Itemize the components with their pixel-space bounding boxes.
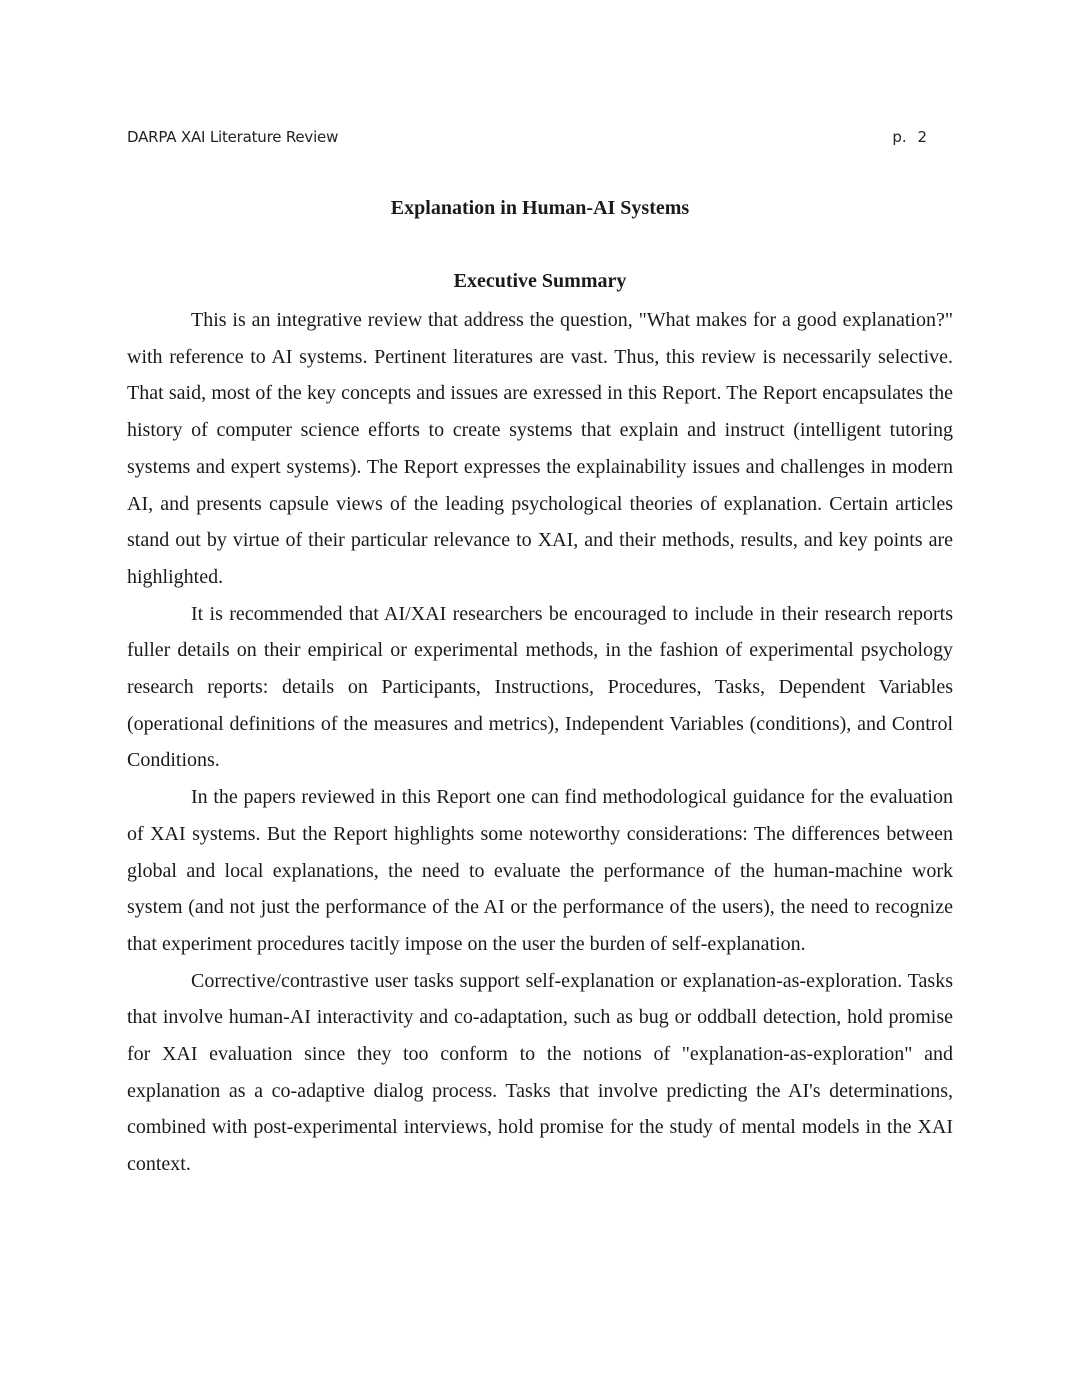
- paragraph: This is an integrative review that address the question, "What makes for a good explanation?" with reference to AI systems. Pertinent literatures are vast. Thus, this review is necessarily selective. That said, most of the key concepts and issues are exressed in this Report. The Report encapsulates the history of computer science efforts to create systems that explain and instruct (intelligent tutoring systems and expert systems). The Report expresses the explainability issues and challenges in modern AI, and presents capsule views of the leading psychological theories of explanation. Certain articles stand out by virtue of their particular relevance to XAI, and their methods, results, and key points are highlighted.: [127, 309, 953, 588]
- section-heading: Executive Summary: [453, 270, 627, 292]
- running-header: [127, 128, 927, 148]
- paragraph: It is recommended that AI/XAI researchers be encouraged to include in their research reports fuller details on their empirical or experimental methods, in the fashion of experimental psychology research reports: details on Participants, Instructions, Procedures, Tasks, Dependent Variables (operational definitions of the measures and metrics), Independent Variables (conditions), and Control Conditions.: [127, 602, 953, 772]
- document-title: Explanation in Human-AI Systems: [390, 197, 690, 219]
- running-title: DARPA XAI Literature Review: [127, 128, 339, 146]
- paragraph: Corrective/contrastive user tasks support self-explanation or explanation-as-exploration. Tasks that involve human-AI interactivity and co-adaptation, such as bug or oddball detection, hold promise for XAI evaluation since they too conform to the notions of "explanation-as-exploration" and explanation as a co-adaptive dialog process. Tasks that involve predicting the AI's determinations, combined with post-experimental interviews, hold promise for the study of mental models in the XAI context.: [127, 969, 953, 1176]
- body-text: [127, 302, 953, 1183]
- page-number: p. 2: [892, 128, 927, 146]
- paragraph: In the papers reviewed in this Report one can find methodological guidance for the evaluation of XAI systems. But the Report highlights some noteworthy considerations: The differences between global and local explanations, the need to evaluate the performance of the human-machine work system (and not just the performance of the AI or the performance of the users), the need to recognize that experiment procedures tacitly impose on the user the burden of self-explanation.: [127, 786, 953, 955]
